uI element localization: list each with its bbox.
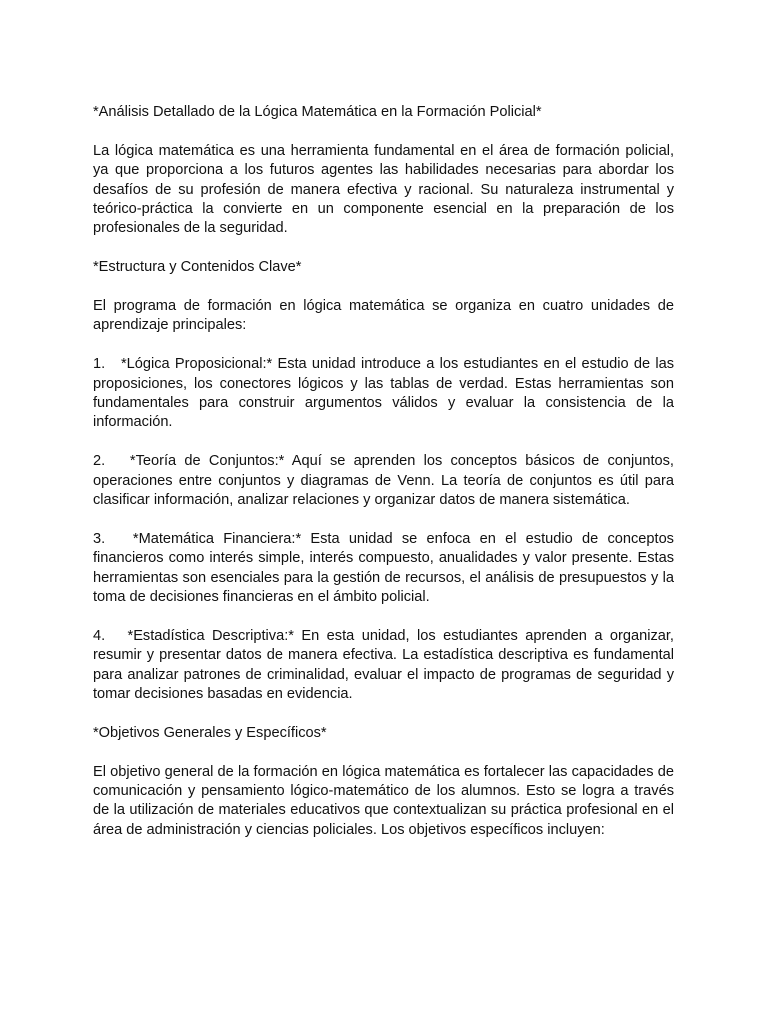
objectives-paragraph: El objetivo general de la formación en lógica matemática es fortalecer las capacidades de comunicación y pensamiento lógico-matemático de los alumnos. Esto se logra a través de la utilización de materiales educativos que contextualizan su práctica profesional en el área de administración y ciencias policiales. Los objetivos específicos incluyen: xyxy=(93,763,674,838)
unit-number: 1. xyxy=(93,356,106,373)
unit-number: 3. xyxy=(93,530,106,547)
unit-number: 4. xyxy=(93,627,106,644)
unit-text: *Matemática Financiera:* Esta unidad se enfoca en el estudio de conceptos financieros como interés simple, interés compuesto, anualidades y valor presente. Estas herramientas son esenciales para la gestión de recursos, el análisis de presupuestos y la toma de decisiones financieras en el ámbito policial. xyxy=(93,530,674,606)
section-heading-structure: *Estructura y Contenidos Clave* xyxy=(93,259,302,276)
section-intro-paragraph: El programa de formación en lógica matemática se organiza en cuatro unidades de aprendizaje principales: xyxy=(93,298,674,334)
document-title: *Análisis Detallado de la Lógica Matemática en la Formación Policial* xyxy=(93,104,542,120)
unit-text: *Lógica Proposicional:* Esta unidad introduce a los estudiantes en el estudio de las proposiciones, los conectores lógicos y las tablas de verdad. Estas herramientas son fundamentales para construir argumentos válidos y evaluar la consistencia de la información. xyxy=(93,356,675,431)
unit-number: 2. xyxy=(93,453,106,470)
document-page xyxy=(93,103,674,840)
unit-item-3 xyxy=(93,530,674,608)
unit-item-4 xyxy=(93,627,674,705)
intro-paragraph: La lógica matemática es una herramienta fundamental en el área de formación policial, ya que proporciona a los futuros agentes las habilidades necesarias para abordar los desafíos de su profesión de manera efectiva y racional. Su naturaleza instrumental y teórico-práctica la convierte en un componente esencial en la preparación de los profesionales de la seguridad. xyxy=(93,142,674,237)
unit-text: *Teoría de Conjuntos:* Aquí se aprenden los conceptos básicos de conjuntos, operaciones entre conjuntos y diagramas de Venn. La teoría de conjuntos es útil para clasificar información, analizar relaciones y organizar datos de manera sistemática. xyxy=(93,453,674,509)
unit-text: *Estadística Descriptiva:* En esta unidad, los estudiantes aprenden a organizar, resumir y presentar datos de manera efectiva. La estadística descriptiva es fundamental para analizar patrones de criminalidad, evaluar el impacto de programas de seguridad y tomar decisiones basadas en evidencia. xyxy=(93,627,674,703)
unit-item-2 xyxy=(93,452,674,510)
unit-item-1 xyxy=(93,355,674,433)
section-heading-objectives: *Objetivos Generales y Específicos* xyxy=(93,724,327,741)
